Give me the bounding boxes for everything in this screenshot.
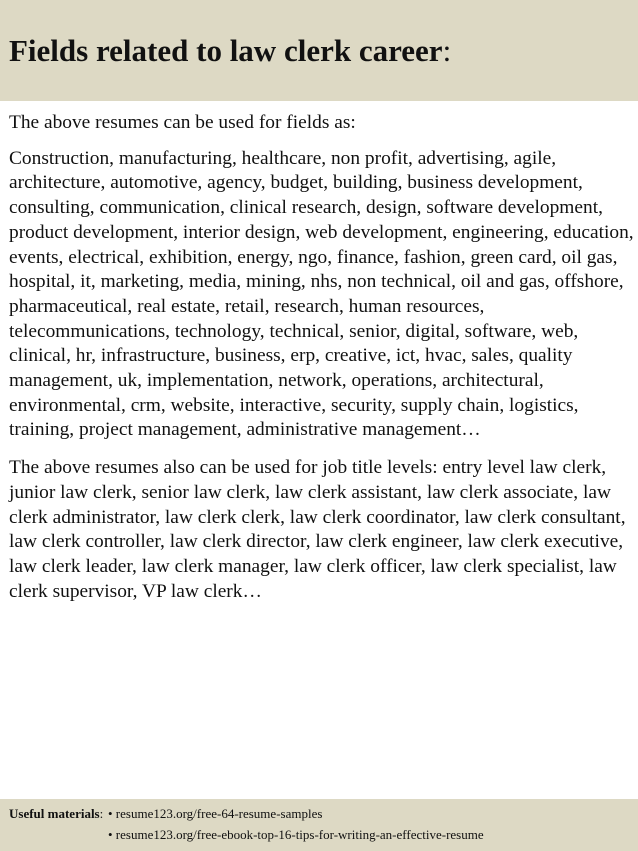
ebook-tips-link[interactable]: • resume123.org/free-ebook-top-16-tips-for-writing-an-effective-resume [108,827,484,842]
useful-materials-separator: : [99,806,104,821]
fields-list-text: Construction, manufacturing, healthcare, non profit, advertising, agile, architecture, automotive, agency, budget, building, business development, consulting, communication, clinical research, design, software development, product development, interior design, web development, engineering, education, events, electrical, exhibition, energy, ngo, finance, fashion, green card, oil gas, hospital, it, marketing, media, mining, nhs, non technical, oil and gas, offshore, pharmaceutical, real estate, retail, research, human resources, telecommunications, technology, technical, senior, digital, software, web, clinical, hr, infrastructure, business, erp, creative, ict, hvac, sales, quality management, uk, implementation, network, operations, architectural, environmental, crm, website, interactive, security, supply chain, logistics, training, project management, administrative management… [9,147,634,441]
footer-row [9,803,638,824]
page-title-colon: : [442,33,452,68]
useful-materials-footer [0,799,638,851]
page-title-text: Fields related to law clerk career [9,33,443,68]
main-content [9,111,634,604]
page-title [9,33,638,69]
title-bar [0,0,638,101]
intro-text: The above resumes can be used for fields as: [9,112,356,133]
useful-materials-label: Useful materials [9,806,100,821]
resume-samples-link[interactable]: • resume123.org/free-64-resume-samples [108,806,323,821]
job-levels-text: The above resumes also can be used for job title levels: entry level law clerk, junior law clerk, senior law clerk, law clerk assistant, law clerk associate, law clerk administrator, law clerk clerk, law clerk coordinator, law clerk consultant, law clerk controller, law clerk director, law clerk engineer, law clerk executive, law clerk leader, law clerk manager, law clerk officer, law clerk specialist, law clerk supervisor, VP law clerk… [9,457,626,602]
